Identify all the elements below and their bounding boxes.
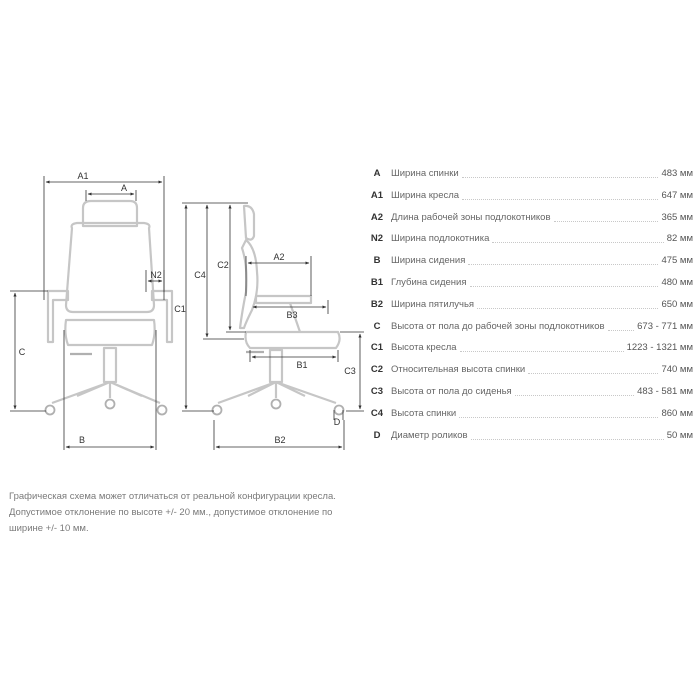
spec-name: Ширина подлокотника: [391, 233, 490, 245]
spec-value: 740 мм: [661, 364, 693, 376]
spec-name: Ширина спинки: [391, 168, 459, 179]
label-b: B: [78, 435, 86, 445]
spec-row: [363, 166, 693, 188]
spec-code: A1: [370, 189, 384, 201]
spec-code: C1: [370, 342, 384, 354]
side-backrest: [240, 240, 257, 328]
front-caster-center: [106, 400, 115, 409]
spec-row: [363, 340, 693, 362]
disclaimer-note: Графическая схема может отличаться от реальной конфигурации кресла. Допустимое отклонение по высоте +/- 20 мм., допустимое отклонение по ширине +/- 10 мм.: [9, 491, 336, 534]
spec-code: B: [373, 255, 381, 267]
side-gas-lift: [270, 350, 282, 382]
label-a: A: [120, 183, 128, 193]
label-b2: B2: [274, 435, 286, 445]
label-c2: C2: [217, 260, 229, 270]
front-star-base: [52, 382, 160, 403]
dotted-leader: [608, 319, 635, 331]
spec-value: 82 мм: [666, 233, 693, 245]
front-view-chair: [48, 201, 172, 403]
spec-row: [363, 188, 693, 210]
spec-value: 480 мм: [661, 276, 693, 288]
label-b1: B1: [296, 360, 308, 370]
dotted-leader: [515, 384, 634, 396]
dimension-labels: [19, 171, 356, 445]
spec-name: Высота кресла: [391, 342, 457, 354]
spec-value: 483 мм: [661, 168, 693, 179]
spec-name: Диаметр роликов: [391, 429, 468, 441]
spec-value: 475 мм: [661, 255, 693, 267]
spec-value: 650 мм: [661, 298, 693, 310]
spec-name: Глубина сидения: [391, 276, 467, 288]
dotted-leader: [492, 231, 663, 243]
spec-name: Ширина сидения: [391, 255, 466, 267]
spec-value: 647 мм: [661, 189, 693, 201]
dotted-leader: [528, 362, 658, 374]
spec-row: [363, 384, 693, 406]
diagram-svg: [0, 0, 370, 480]
spec-row: [363, 319, 693, 341]
side-view-chair: [218, 206, 340, 403]
dotted-leader: [462, 166, 659, 178]
spec-value: 860 мм: [661, 407, 693, 419]
spec-row: [363, 362, 693, 384]
side-armrest: [256, 296, 311, 303]
front-seat: [65, 320, 154, 345]
side-seat: [246, 332, 340, 348]
specifications-table: [363, 166, 693, 449]
front-caster-right: [158, 406, 167, 415]
dotted-leader: [470, 275, 659, 287]
label-c: C: [18, 347, 26, 357]
label-a1: A1: [77, 171, 89, 181]
spec-row: [363, 428, 693, 450]
side-caster-right: [335, 406, 344, 415]
dotted-leader: [462, 188, 658, 200]
chair-dimensions-diagram: [0, 0, 370, 480]
label-a2: A2: [273, 252, 285, 262]
spec-name: Относительная высота спинки: [391, 364, 526, 376]
spec-name: Высота от пола до рабочей зоны подлокотников: [391, 320, 605, 332]
spec-name: Высота спинки: [391, 407, 457, 419]
side-caster-left: [213, 406, 222, 415]
spec-name: Высота от пола до сиденья: [391, 385, 512, 397]
spec-value: 673 - 771 мм: [637, 320, 693, 332]
dotted-leader: [468, 253, 658, 265]
side-caster-center: [272, 400, 281, 409]
spec-row: [363, 275, 693, 297]
spec-code: A2: [370, 211, 384, 223]
spec-value: 365 мм: [661, 211, 693, 223]
spec-code: C2: [370, 364, 384, 376]
spec-value: 483 - 581 мм: [637, 385, 693, 397]
spec-row: [363, 297, 693, 319]
spec-name: Ширина пятилучья: [391, 298, 475, 310]
label-d: D: [333, 417, 341, 427]
spec-row: [363, 210, 693, 232]
spec-code: N2: [370, 233, 384, 245]
spec-code: C: [373, 320, 381, 332]
label-b3: B3: [286, 310, 298, 320]
spec-value: 1223 - 1321 мм: [626, 342, 693, 354]
label-n2: N2: [150, 270, 162, 280]
spec-code: A: [373, 168, 381, 179]
dotted-leader: [471, 428, 664, 440]
spec-code: B1: [370, 276, 384, 288]
spec-row: [363, 253, 693, 275]
side-headrest: [244, 206, 254, 240]
front-caster-left: [46, 406, 55, 415]
dotted-leader: [477, 297, 658, 309]
spec-code: B2: [370, 298, 384, 310]
dotted-leader: [459, 406, 658, 418]
spec-code: D: [373, 429, 381, 441]
label-c1: C1: [174, 304, 186, 314]
spec-row: [363, 231, 693, 253]
dotted-leader: [460, 340, 624, 352]
front-gas-lift: [104, 348, 116, 382]
spec-code: C4: [370, 407, 384, 419]
spec-value: 50 мм: [666, 429, 693, 441]
spec-name: Ширина кресла: [391, 189, 460, 201]
front-backrest: [66, 223, 154, 312]
spec-row: [363, 406, 693, 428]
spec-name: Длина рабочей зоны подлокотников: [391, 211, 551, 223]
dotted-leader: [554, 210, 659, 222]
spec-code: C3: [370, 385, 384, 397]
side-casters: [213, 400, 344, 415]
label-c4: C4: [194, 270, 206, 280]
label-c3: C3: [344, 366, 356, 376]
